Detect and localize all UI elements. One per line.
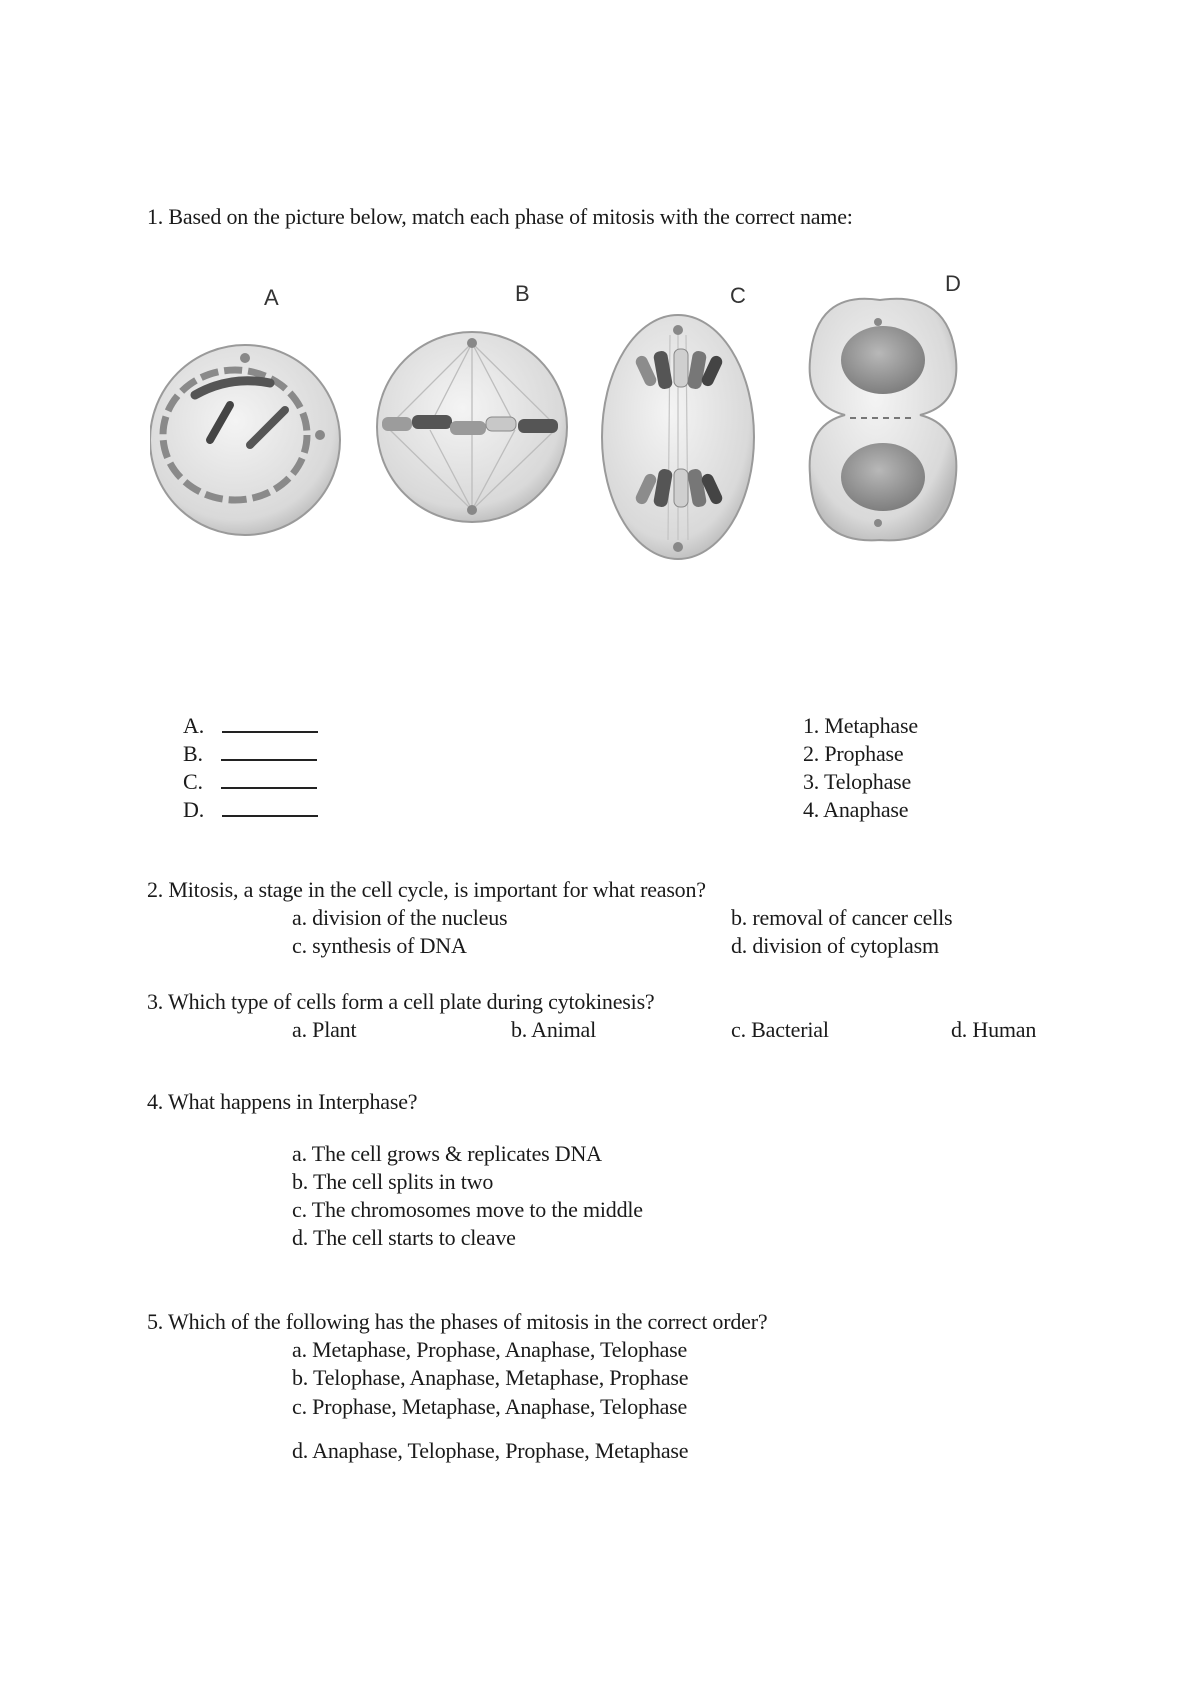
blank-a-label: A. bbox=[183, 713, 204, 738]
blank-d-label: D. bbox=[183, 797, 204, 822]
q4-choice-b[interactable]: b. The cell splits in two bbox=[292, 1169, 494, 1194]
cell-a bbox=[150, 345, 340, 535]
q5-choice-c[interactable]: c. Prophase, Metaphase, Anaphase, Telophase bbox=[292, 1394, 688, 1419]
cell-d bbox=[810, 299, 957, 541]
q2-choice-a[interactable]: a. division of the nucleus bbox=[292, 905, 508, 930]
answer-line-d[interactable] bbox=[222, 801, 318, 817]
blank-d bbox=[183, 797, 318, 823]
q2-choice-b[interactable]: b. removal of cancer cells bbox=[731, 905, 953, 930]
answer-line-c[interactable] bbox=[221, 773, 317, 789]
cell-b bbox=[377, 332, 567, 522]
q3-choice-a[interactable]: a. Plant bbox=[292, 1017, 357, 1042]
q2-choice-c[interactable]: c. synthesis of DNA bbox=[292, 933, 467, 958]
option-telophase: 3. Telophase bbox=[803, 769, 912, 794]
figure-label-d: D bbox=[945, 271, 961, 296]
q3-prompt: 3. Which type of cells form a cell plate during cytokinesis? bbox=[147, 989, 655, 1014]
answer-line-a[interactable] bbox=[222, 717, 318, 733]
q4-choice-d[interactable]: d. The cell starts to cleave bbox=[292, 1225, 516, 1250]
q3-choice-d[interactable]: d. Human bbox=[951, 1017, 1037, 1042]
cell-c bbox=[602, 315, 754, 559]
q3-choice-c[interactable]: c. Bacterial bbox=[731, 1017, 829, 1042]
blank-c bbox=[183, 769, 317, 795]
q1-prompt: 1. Based on the picture below, match each phase of mitosis with the correct name: bbox=[147, 204, 853, 229]
q2-prompt: 2. Mitosis, a stage in the cell cycle, is important for what reason? bbox=[147, 877, 706, 902]
blank-c-label: C. bbox=[183, 769, 203, 794]
figure-label-b: B bbox=[515, 281, 530, 306]
mitosis-figure bbox=[150, 265, 1050, 605]
q3-choice-b[interactable]: b. Animal bbox=[511, 1017, 596, 1042]
q5-choice-b[interactable]: b. Telophase, Anaphase, Metaphase, Prophase bbox=[292, 1365, 689, 1390]
figure-label-a: A bbox=[264, 285, 279, 310]
q4-choice-a[interactable]: a. The cell grows & replicates DNA bbox=[292, 1141, 602, 1166]
option-prophase: 2. Prophase bbox=[803, 741, 904, 766]
q4-choice-c[interactable]: c. The chromosomes move to the middle bbox=[292, 1197, 643, 1222]
figure-label-c: C bbox=[730, 283, 746, 308]
q5-prompt: 5. Which of the following has the phases of mitosis in the correct order? bbox=[147, 1309, 768, 1334]
answer-line-b[interactable] bbox=[221, 745, 317, 761]
q4-prompt: 4. What happens in Interphase? bbox=[147, 1089, 418, 1114]
blank-b bbox=[183, 741, 317, 767]
mitosis-cells-illustration bbox=[150, 265, 1050, 605]
option-anaphase: 4. Anaphase bbox=[803, 797, 909, 822]
blank-b-label: B. bbox=[183, 741, 203, 766]
q5-choice-d[interactable]: d. Anaphase, Telophase, Prophase, Metaphase bbox=[292, 1438, 689, 1463]
q2-choice-d[interactable]: d. division of cytoplasm bbox=[731, 933, 939, 958]
blank-a bbox=[183, 713, 318, 739]
option-metaphase: 1. Metaphase bbox=[803, 713, 918, 738]
q5-choice-a[interactable]: a. Metaphase, Prophase, Anaphase, Telophase bbox=[292, 1337, 688, 1362]
